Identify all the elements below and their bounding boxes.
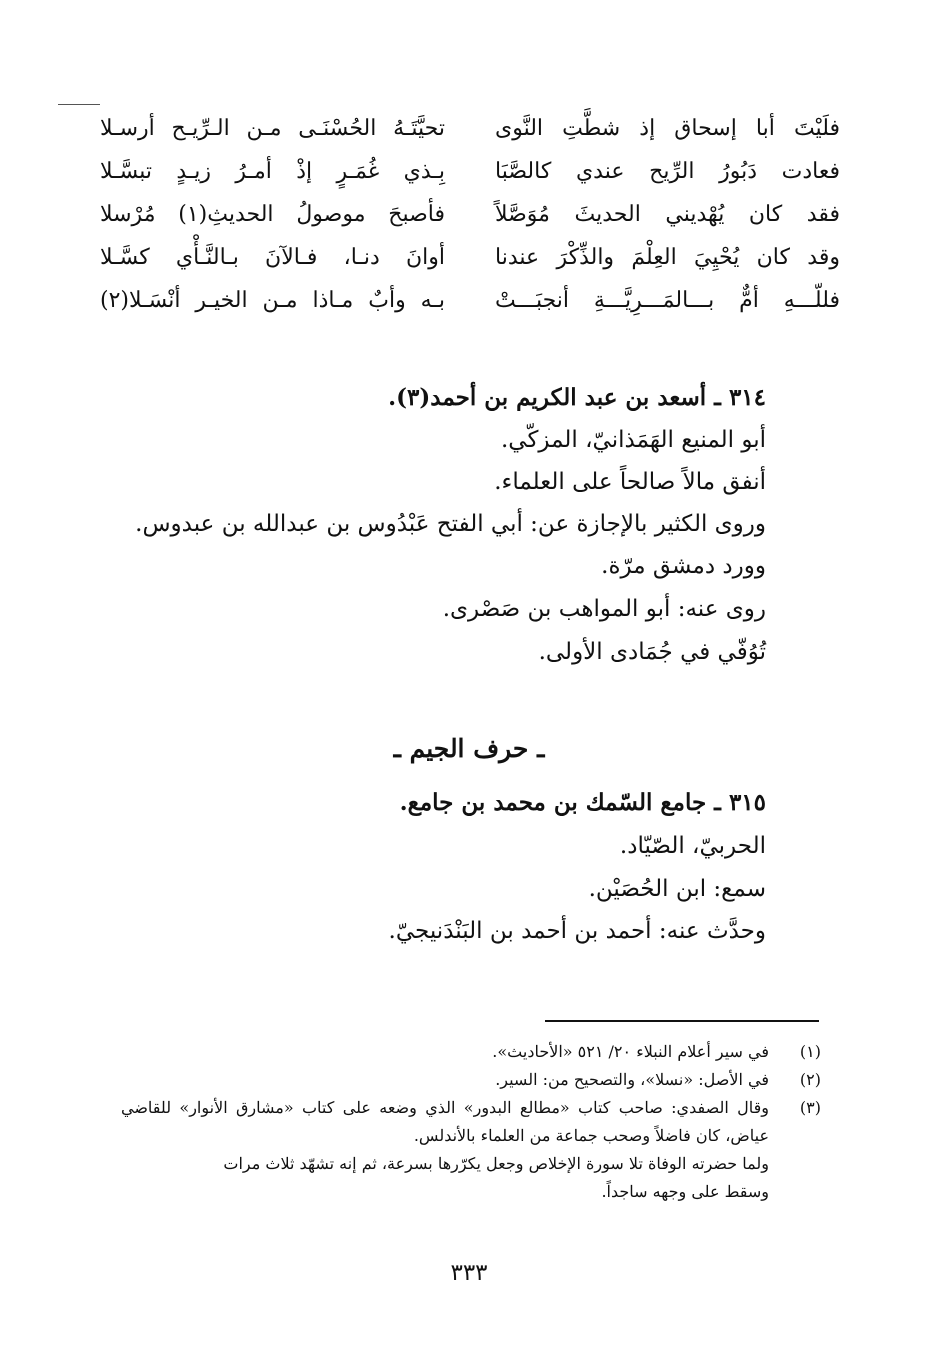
section-title: ـ حرف الجيم ـ [393, 734, 545, 763]
poem-block [100, 108, 840, 318]
entry-315-heading: ٣١٥ ـ جامع السّمك بن محمد بن جامع. [399, 789, 766, 816]
margin-mark [58, 104, 100, 105]
entry-315-line: الحربيّ، الصّيّاد. [619, 833, 766, 859]
footnote-2 [121, 1066, 821, 1094]
footnote-text: في الأصل: «نسلا»، والتصحيح من: السير. [495, 1070, 769, 1089]
entry-314-line: روى عنه: أبو المواهب بن صَصْرى. [442, 596, 766, 622]
footnote-number: (٢) [799, 1070, 821, 1089]
footnote-3-continuation: وسقط على وجهه ساجداً. [601, 1182, 769, 1201]
entry-314-line: تُوُفّي في جُمَادى الأولى. [538, 639, 766, 665]
entry-315-line: وحدَّث عنه: أحمد بن أحمد بن البَنْدَنيجيّ. [388, 918, 766, 944]
poem-line-1-left: تحيَّتَـهُ الحُسْنَـى مـن الـرِّيـح أرسـلا [100, 116, 445, 141]
poem-line-4-right: وقد كان يُحْيِيَ العِلْمَ والذِّكْرَ عندنا [495, 245, 840, 270]
poem-line-5-left: بـه وأبٌ مـاذا مـن الخيـر أنْسَـلا(٢) [100, 288, 445, 313]
entry-314-line: وورد دمشق مرّة. [601, 553, 766, 579]
poem-line-2-left: بِـذي غُمَـرٍ إذْ أمـرُ زيـدٍ تبسَّـلا [100, 159, 445, 184]
footnote-3-continuation: ولما حضرته الوفاة تلا سورة الإخلاص وجعل يكرّرها بسرعة، ثم إنه تشهّد ثلاث مرات [223, 1154, 769, 1173]
poem-line-3-left: فأصبحَ موصولُ الحديثِ(١) مُرْسلا [100, 202, 446, 227]
footnote-3 [121, 1094, 821, 1150]
entry-314-line: أبو المنيع الهَمَذانيّ، المزكّي. [501, 427, 766, 453]
poem-line-2-right: فعادت دَبُورُ الرِّيح عندي كالصَّبَا [495, 159, 840, 184]
poem-line-1-right: فلَيْتَ أبا إسحاق إذ شطَّتِ النَّوى [495, 116, 840, 141]
entry-314-line: وروى الكثير بالإجازة عن: أبي الفتح عَبْدُوس بن عبدالله بن عبدوس. [135, 511, 766, 537]
footnotes [121, 1038, 821, 1206]
footnote-rule [545, 1020, 819, 1022]
page-number: ٣٣٣ [450, 1260, 488, 1286]
poem-line-5-right: فللّـــهِ أمٌّ بـــالمَـــرِيَّـــةِ أنجبَـــتْ [495, 288, 840, 313]
footnote-text: في سير أعلام النبلاء ٢٠/ ٥٢١ «الأحاديث». [492, 1042, 769, 1061]
poem-line-3-right: فقد كان يُهْديني الحديثَ مُوَصَّلاً [495, 202, 840, 227]
footnote-1 [121, 1038, 821, 1066]
footnote-text: وقال الصفدي: صاحب كتاب «مطالع البدور» الذي وضعه على كتاب «مشارق الأنوار» للقاضي عياض، كان فاضلاً وصحب جماعة من العلماء بالأندلس. [121, 1098, 769, 1145]
poem-line-4-left: أوانَ دنـا، فـالآنَ بـالنَّـأْي كسَّـلا [100, 245, 445, 270]
entry-314-heading: ٣١٤ ـ أسعد بن عبد الكريم بن أحمد(٣). [388, 384, 766, 411]
footnote-number: (٣) [799, 1098, 821, 1117]
entry-314-line: أنفق مالاً صالحاً على العلماء. [494, 469, 766, 495]
footnote-number: (١) [799, 1042, 821, 1061]
entry-315-line: سمع: ابن الحُصَيْن. [588, 876, 766, 902]
